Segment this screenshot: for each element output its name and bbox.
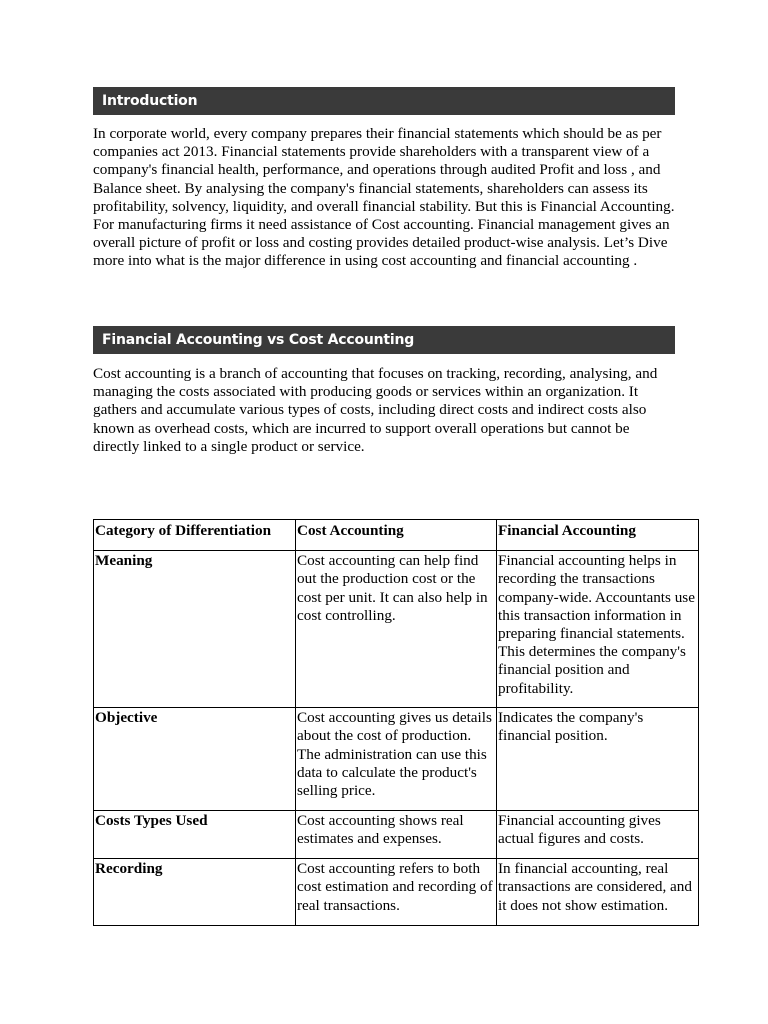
table-row: [94, 551, 699, 708]
table-row: [94, 708, 699, 811]
section-heading-introduction: Introduction: [93, 87, 675, 115]
row-category: Costs Types Used: [94, 811, 296, 859]
row-cost-accounting: Cost accounting shows real estimates and expenses.: [296, 811, 497, 859]
introduction-paragraph: In corporate world, every company prepares their financial statements which should be as per companies act 2013. Financial statements provide shareholders with a transparent view of a company's financial health, performance, and operations through audited Profit and loss , and Balance sheet. By analysing the company's financial statements, shareholders can assess its profitability, solvency, liquidity, and overall financial stability. But this is Financial Accounting. For manufacturing firms it need assistance of Cost accounting. Financial management gives an overall picture of profit or loss and costing provides detailed product-wise analysis. Let’s Dive more into what is the major difference in using cost accounting and financial accounting .: [93, 125, 675, 270]
header-category: Category of Differentiation: [94, 520, 296, 551]
row-category: Meaning: [94, 551, 296, 708]
section-heading-financial-vs-cost: Financial Accounting vs Cost Accounting: [93, 326, 675, 354]
row-financial-accounting: Financial accounting helps in recording the transactions company-wide. Accountants use this transaction information in preparing financial statements. This determines the company's financial position and profitability.: [497, 551, 699, 708]
cost-accounting-paragraph: Cost accounting is a branch of accounting that focuses on tracking, recording, analysing, and managing the costs associated with producing goods or services within an organization. It gathers and accumulate various types of costs, including direct costs and indirect costs also known as overhead costs, which are incurred to support overall operations but cannot be directly linked to a single product or service.: [93, 365, 658, 455]
row-cost-accounting: Cost accounting refers to both cost estimation and recording of real transactions.: [296, 859, 497, 926]
table-row: [94, 811, 699, 859]
row-cost-accounting: Cost accounting gives us details about the cost of production. The administration can use this data to calculate the product's selling price.: [296, 708, 497, 811]
header-financial-accounting: Financial Accounting: [497, 520, 699, 551]
row-financial-accounting: In financial accounting, real transactions are considered, and it does not show estimation.: [497, 859, 699, 926]
row-financial-accounting: Financial accounting gives actual figures and costs.: [497, 811, 699, 859]
table-header-row: [94, 520, 699, 551]
row-cost-accounting: Cost accounting can help find out the production cost or the cost per unit. It can also help in cost controlling.: [296, 551, 497, 708]
row-category: Objective: [94, 708, 296, 811]
table-row: [94, 859, 699, 926]
differentiation-table: [93, 519, 699, 926]
row-financial-accounting: Indicates the company's financial position.: [497, 708, 699, 811]
header-cost-accounting: Cost Accounting: [296, 520, 497, 551]
row-category: Recording: [94, 859, 296, 926]
